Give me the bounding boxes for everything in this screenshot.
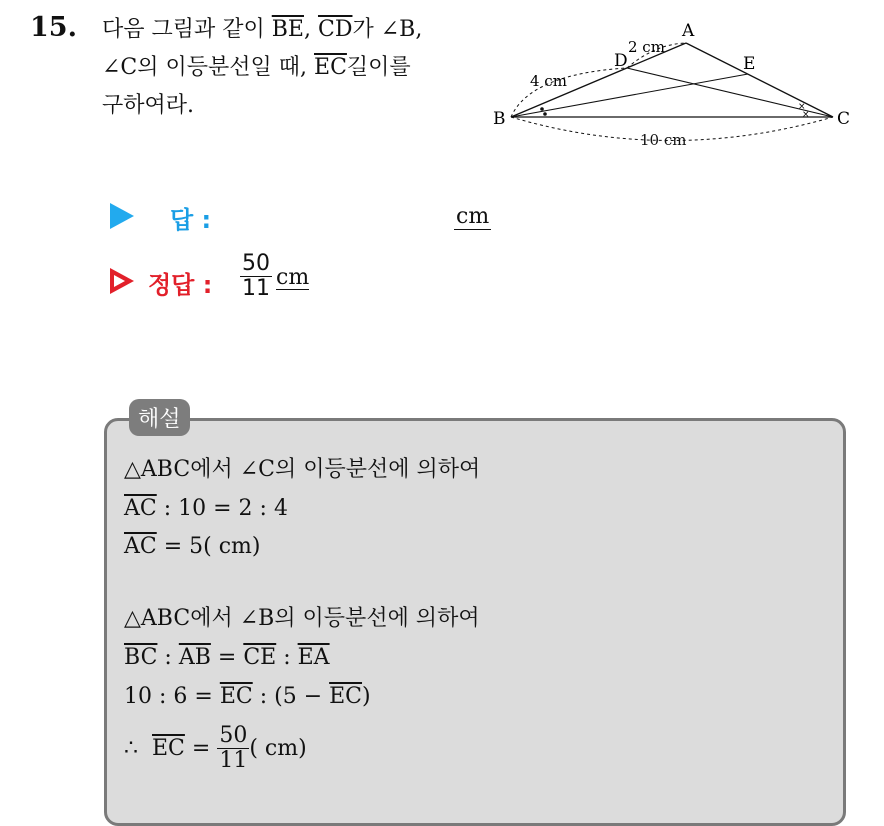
- segment-ac: $\overline{AC}$: [124, 496, 157, 521]
- angle-mark-b2: [543, 112, 547, 116]
- question-line-1: [102, 14, 422, 46]
- solution-line-5: [124, 643, 330, 673]
- therefore-symbol: ∴: [124, 735, 138, 761]
- segment-ec: $\overline{EC}$: [152, 735, 185, 761]
- point-label-a: A: [682, 21, 695, 41]
- point-label-d: D: [614, 51, 628, 71]
- solution-line-7: [124, 724, 307, 773]
- solution-text: : 10 = 2 : 4: [156, 496, 288, 521]
- side-ac: [686, 43, 833, 117]
- triangle-figure: [490, 14, 860, 164]
- correct-answer-value: [240, 252, 309, 301]
- correct-answer-unit: cm: [276, 265, 310, 291]
- fraction-numerator: 50: [219, 723, 248, 748]
- segment-ea: $\overline{EA}$: [297, 645, 330, 670]
- question-line-3: 구하여라.: [102, 93, 195, 118]
- solution-text: 10 : 6 =: [124, 684, 220, 709]
- solution-line-6: [124, 682, 371, 712]
- solution-line-3: [124, 532, 261, 562]
- length-label-bc: 10 cm: [640, 131, 687, 149]
- point-label-b: B: [493, 109, 506, 129]
- segment-ab: $\overline{AB}$: [178, 645, 211, 670]
- segment-ce: $\overline{CE}$: [243, 645, 277, 670]
- segment-bc: $\overline{BC}$: [124, 645, 158, 670]
- question-line-2: [102, 52, 411, 84]
- solution-fraction: [217, 724, 249, 773]
- length-label-bd: 4 cm: [530, 72, 567, 90]
- segment-ec: $\overline{EC}$: [219, 684, 253, 709]
- segment-be: $\overline{BE}$: [271, 17, 304, 42]
- fraction-denominator: 11: [219, 748, 248, 774]
- angle-mark-c1: ×: [798, 102, 806, 112]
- solution-text: = 5( cm): [156, 534, 261, 559]
- fraction-denominator: 11: [242, 276, 270, 302]
- angle-mark-c2: ×: [802, 110, 810, 120]
- solution-text: ): [362, 684, 371, 709]
- question-text: 길이를: [346, 55, 411, 80]
- point-label-e: E: [743, 54, 756, 74]
- answer-label: 답 :: [170, 206, 212, 234]
- solution-text: :: [157, 645, 179, 670]
- segment-ec: $\overline{EC}$: [329, 684, 363, 709]
- question-number: 15.: [30, 12, 77, 43]
- question-text: 다음 그림과 같이: [102, 17, 272, 42]
- solution-text: :: [276, 645, 298, 670]
- point-label-c: C: [837, 109, 851, 129]
- correct-answer-label: 정답 :: [148, 271, 213, 299]
- solution-line-4: △ABC에서 ∠B의 이등분선에 의하여: [124, 606, 480, 631]
- solution-text: =: [191, 735, 211, 761]
- fraction-numerator: 50: [242, 251, 270, 276]
- answer-unit: cm: [456, 204, 490, 229]
- solution-tag: 해설: [129, 399, 190, 436]
- solution-text: : (5 −: [252, 684, 330, 709]
- question-text: ∠C의 이등분선일 때,: [102, 55, 315, 80]
- segment-ec: $\overline{EC}$: [314, 55, 347, 80]
- solution-unit: ( cm): [249, 735, 307, 761]
- play-arrow-icon: [110, 203, 134, 229]
- solution-line-2: [124, 494, 288, 524]
- question-text: ,: [303, 17, 318, 42]
- question-text: 가 ∠B,: [352, 17, 423, 42]
- segment-ac: $\overline{AC}$: [124, 534, 157, 559]
- length-label-ad: 2 cm: [628, 38, 665, 56]
- solution-text: =: [210, 645, 244, 670]
- angle-mark-b1: [540, 107, 544, 111]
- solution-line-1: △ABC에서 ∠C의 이등분선에 의하여: [124, 457, 481, 482]
- segment-cd: $\overline{CD}$: [317, 17, 353, 42]
- correct-answer-fraction: [240, 252, 272, 301]
- outline-arrow-icon-inner: [114, 275, 125, 287]
